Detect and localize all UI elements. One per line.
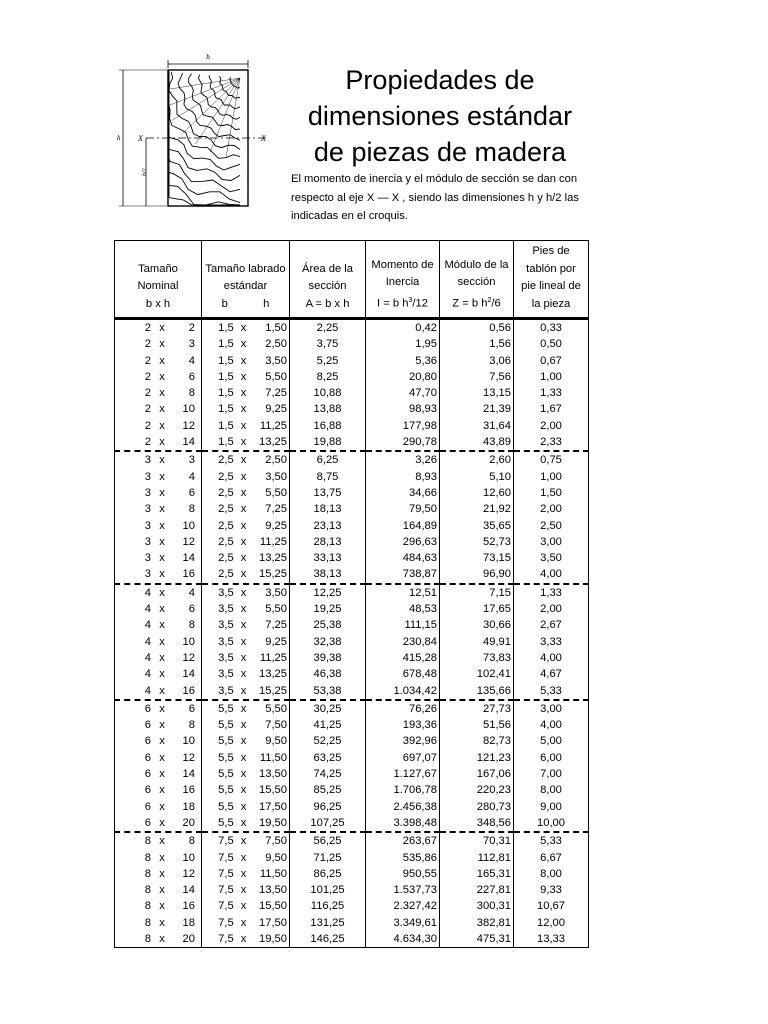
cell-area: 86,25	[290, 866, 366, 882]
table-row	[115, 401, 589, 417]
cell-labrado: 3,5 x 7,25	[202, 617, 290, 633]
cell-nominal: 2 x 8	[144, 387, 195, 400]
cell-inercia: 76,26	[366, 700, 440, 717]
cell-nominal: 6 x 6	[144, 702, 195, 715]
cell-inercia: 47,70	[366, 385, 440, 401]
cell-nominal: 4 x 14	[144, 668, 195, 681]
cell-labrado: 2,5 x 5,50	[202, 485, 290, 501]
cell-inercia: 193,36	[366, 717, 440, 733]
cell-labrado: 2,5 x 2,50	[202, 451, 290, 468]
cell-labrado: 5,5 x 15,50	[202, 782, 290, 798]
cell-pies: 4,67	[514, 666, 589, 682]
header-pies: Pies de tablón por pie lineal de la pieza	[514, 241, 589, 319]
cell-labrado: 3,5 x 5,50	[202, 601, 290, 617]
cell-area: 39,38	[290, 650, 366, 666]
cell-modulo: 17,65	[440, 601, 514, 617]
cell-pies: 8,00	[514, 866, 589, 882]
table-row	[115, 501, 589, 517]
cell-pies: 6,00	[514, 750, 589, 766]
table-row	[115, 717, 589, 733]
cell-inercia: 2.456,38	[366, 799, 440, 815]
cell-nominal: 8 x 14	[144, 884, 195, 897]
cell-pies: 3,50	[514, 550, 589, 566]
cell-inercia: 1,95	[366, 336, 440, 352]
cell-modulo: 3,06	[440, 353, 514, 369]
table-row	[115, 815, 589, 832]
cell-labrado: 7,5 x 7,50	[202, 832, 290, 849]
cell-inercia: 1.537,73	[366, 882, 440, 898]
cell-area: 131,25	[290, 915, 366, 931]
cell-labrado: 1,5 x 11,25	[202, 418, 290, 434]
table-row	[115, 319, 589, 337]
table-row	[115, 733, 589, 749]
cell-pies: 13,33	[514, 931, 589, 948]
cell-area: 74,25	[290, 766, 366, 782]
cell-nominal: 8 x 16	[144, 900, 195, 913]
table-row	[115, 566, 589, 583]
cell-pies: 0,33	[514, 319, 589, 337]
cell-pies: 0,67	[514, 353, 589, 369]
cell-pies: 8,00	[514, 782, 589, 798]
header-area: Área de la sección A = b x h	[290, 241, 366, 319]
cell-inercia: 5,36	[366, 353, 440, 369]
cell-inercia: 79,50	[366, 501, 440, 517]
cell-pies: 6,67	[514, 850, 589, 866]
cell-pies: 0,75	[514, 451, 589, 468]
cell-area: 107,25	[290, 815, 366, 832]
cell-pies: 4,00	[514, 566, 589, 583]
table-row	[115, 451, 589, 468]
cell-nominal: 8 x 20	[144, 932, 195, 945]
cell-modulo: 5,10	[440, 469, 514, 485]
cell-modulo: 382,81	[440, 915, 514, 931]
cell-inercia: 415,28	[366, 650, 440, 666]
table-row	[115, 584, 589, 601]
cell-modulo: 7,56	[440, 369, 514, 385]
cell-nominal: 6 x 10	[144, 735, 195, 748]
cell-area: 56,25	[290, 832, 366, 849]
cell-modulo: 21,39	[440, 401, 514, 417]
description-line: respecto al eje X — X , siendo las dimensiones h y h/2 las	[291, 191, 579, 204]
header-momento: Momento de Inercia I = b $h^3/12$	[366, 241, 440, 319]
cell-area: 25,38	[290, 617, 366, 633]
cell-labrado: 2,5 x 3,50	[202, 469, 290, 485]
diagram-label-x-right: X	[261, 134, 266, 143]
cell-pies: 1,67	[514, 401, 589, 417]
cell-pies: 10,67	[514, 898, 589, 914]
diagram-label-b: b	[206, 53, 210, 61]
cell-labrado: 3,5 x 3,50	[202, 584, 290, 601]
cell-pies: 9,33	[514, 882, 589, 898]
cell-modulo: 165,31	[440, 866, 514, 882]
table-row	[115, 650, 589, 666]
cell-nominal: 8 x 18	[144, 916, 195, 929]
cell-labrado: 7,5 x 9,50	[202, 850, 290, 866]
cell-inercia: 3,26	[366, 451, 440, 468]
cell-labrado: 5,5 x 9,50	[202, 733, 290, 749]
cell-pies: 1,33	[514, 584, 589, 601]
cell-modulo: 27,73	[440, 700, 514, 717]
cell-area: 101,25	[290, 882, 366, 898]
description-line: indicadas en el croquis.	[291, 210, 408, 222]
wood-section-diagram	[108, 48, 290, 218]
diagram-label-h2: h/2	[142, 168, 148, 176]
cell-inercia: 8,93	[366, 469, 440, 485]
cell-pies: 5,00	[514, 733, 589, 749]
cell-area: 18,13	[290, 501, 366, 517]
cell-nominal: 4 x 16	[115, 683, 202, 700]
cell-labrado: 7,5 x 15,50	[202, 898, 290, 914]
table-row	[115, 850, 589, 866]
table-row	[115, 601, 589, 617]
cell-pies: 0,50	[514, 336, 589, 352]
cell-nominal: 3 x 4	[144, 470, 195, 483]
cell-area: 13,75	[290, 485, 366, 501]
cell-pies: 1,00	[514, 369, 589, 385]
cell-inercia: 1.127,67	[366, 766, 440, 782]
cell-inercia: 111,15	[366, 617, 440, 633]
table-row	[115, 336, 589, 352]
cell-nominal: 3 x 6	[144, 486, 195, 499]
cell-area: 96,25	[290, 799, 366, 815]
cell-pies: 7,00	[514, 766, 589, 782]
cell-labrado: 7,5 x 11,50	[202, 866, 290, 882]
cell-labrado: 3,5 x 15,25	[202, 683, 290, 700]
header-labrado: Tamaño labrado estándar b h	[202, 241, 290, 319]
cell-pies: 3,00	[514, 700, 589, 717]
description-line: El momento de inercia y el módulo de sección se dan con	[291, 173, 578, 185]
cell-area: 3,75	[290, 336, 366, 352]
header-nominal: Tamaño Nominal b x h	[137, 262, 179, 310]
cell-labrado: 5,5 x 7,50	[202, 717, 290, 733]
cell-modulo: 348,56	[440, 815, 514, 832]
title-line-1: Propiedades de	[345, 65, 535, 95]
diagram-label-h: h	[117, 134, 121, 142]
cell-labrado: 1,5 x 7,25	[202, 385, 290, 401]
cell-area: 53,38	[290, 683, 366, 700]
cell-labrado: 7,5 x 17,50	[202, 915, 290, 931]
cell-nominal: 2 x 3	[144, 338, 195, 351]
cell-labrado: 2,5 x 9,25	[202, 518, 290, 534]
cell-inercia: 98,93	[366, 401, 440, 417]
cell-modulo: 121,23	[440, 750, 514, 766]
cell-nominal: 8 x 10	[144, 851, 195, 864]
cell-inercia: 1.706,78	[366, 782, 440, 798]
table-row	[115, 799, 589, 815]
description	[291, 170, 591, 226]
cell-nominal: 8 x 8	[144, 835, 195, 848]
properties-table	[114, 240, 589, 948]
cell-inercia: 263,67	[366, 832, 440, 849]
cell-nominal: 3 x 10	[144, 519, 195, 532]
cell-labrado: 2,5 x 13,25	[202, 550, 290, 566]
cell-inercia: 296,63	[366, 534, 440, 550]
cell-labrado: 5,5 x 11,50	[202, 750, 290, 766]
cell-inercia: 12,51	[366, 584, 440, 601]
table-row	[115, 898, 589, 914]
cell-nominal: 2 x 4	[144, 354, 195, 367]
cell-modulo: 73,83	[440, 650, 514, 666]
cell-modulo: 70,31	[440, 832, 514, 849]
cell-labrado: 1,5 x 9,25	[202, 401, 290, 417]
cell-modulo: 112,81	[440, 850, 514, 866]
cell-labrado: 7,5 x 19,50	[202, 931, 290, 948]
table-row	[115, 683, 589, 700]
cell-nominal: 2 x 2	[144, 322, 195, 334]
cell-area: 28,13	[290, 534, 366, 550]
cell-inercia: 3.398,48	[366, 815, 440, 832]
table-row	[115, 353, 589, 369]
cell-nominal: 6 x 16	[144, 784, 195, 797]
table-row	[115, 915, 589, 931]
cell-inercia: 34,66	[366, 485, 440, 501]
cell-pies: 3,00	[514, 534, 589, 550]
cell-modulo: 167,06	[440, 766, 514, 782]
cell-area: 46,38	[290, 666, 366, 682]
cell-modulo: 220,23	[440, 782, 514, 798]
cell-pies: 5,33	[514, 832, 589, 849]
cell-nominal: 6 x 20	[115, 815, 202, 832]
cell-inercia: 230,84	[366, 634, 440, 650]
cell-area: 71,25	[290, 850, 366, 866]
cell-labrado: 5,5 x 19,50	[202, 815, 290, 832]
cell-area: 2,25	[290, 319, 366, 337]
cell-inercia: 678,48	[366, 666, 440, 682]
cell-inercia: 697,07	[366, 750, 440, 766]
table-row	[115, 782, 589, 798]
cell-area: 12,25	[290, 584, 366, 601]
cell-nominal: 4 x 10	[144, 635, 195, 648]
table-row	[115, 700, 589, 717]
cell-nominal: 4 x 8	[144, 619, 195, 632]
cell-nominal: 3 x 14	[144, 552, 195, 565]
cell-area: 32,38	[290, 634, 366, 650]
cell-area: 13,88	[290, 401, 366, 417]
cell-nominal: 2 x 10	[144, 403, 195, 416]
cell-area: 63,25	[290, 750, 366, 766]
table-row	[115, 469, 589, 485]
cell-pies: 2,00	[514, 601, 589, 617]
cell-modulo: 31,64	[440, 418, 514, 434]
cell-labrado: 3,5 x 13,25	[202, 666, 290, 682]
cell-pies: 9,00	[514, 799, 589, 815]
cell-labrado: 3,5 x 11,25	[202, 650, 290, 666]
cell-inercia: 535,86	[366, 850, 440, 866]
cell-area: 33,13	[290, 550, 366, 566]
cell-nominal: 4 x 12	[144, 651, 195, 664]
properties-table-container	[114, 240, 588, 948]
cell-pies: 2,00	[514, 501, 589, 517]
cell-area: 23,13	[290, 518, 366, 534]
cell-area: 16,88	[290, 418, 366, 434]
cell-modulo: 227,81	[440, 882, 514, 898]
cell-area: 146,25	[290, 931, 366, 948]
cell-modulo: 51,56	[440, 717, 514, 733]
cell-modulo: 2,60	[440, 451, 514, 468]
cell-inercia: 0,42	[366, 319, 440, 337]
cell-inercia: 4.634,30	[366, 931, 440, 948]
table-row	[115, 766, 589, 782]
cell-area: 116,25	[290, 898, 366, 914]
cell-pies: 2,67	[514, 617, 589, 633]
cell-modulo: 35,65	[440, 518, 514, 534]
cell-labrado: 2,5 x 7,25	[202, 501, 290, 517]
cell-nominal: 8 x 12	[144, 867, 195, 880]
cell-modulo: 7,15	[440, 584, 514, 601]
cell-inercia: 392,96	[366, 733, 440, 749]
table-row	[115, 931, 589, 948]
cell-labrado: 1,5 x 3,50	[202, 353, 290, 369]
cell-pies: 4,00	[514, 650, 589, 666]
table-row	[115, 666, 589, 682]
cell-nominal: 6 x 12	[144, 751, 195, 764]
cell-labrado: 1,5 x 5,50	[202, 369, 290, 385]
cell-labrado: 3,5 x 9,25	[202, 634, 290, 650]
cell-area: 19,25	[290, 601, 366, 617]
cell-pies: 4,00	[514, 717, 589, 733]
page-title	[300, 62, 580, 170]
cell-inercia: 1.034,42	[366, 683, 440, 700]
cell-area: 19,88	[290, 434, 366, 451]
cell-nominal: 3 x 8	[144, 503, 195, 516]
cell-pies: 2,33	[514, 434, 589, 451]
table-row	[115, 832, 589, 849]
cell-inercia: 738,87	[366, 566, 440, 583]
cell-labrado: 2,5 x 15,25	[202, 566, 290, 583]
header-modulo: Módulo de la sección Z = b $h^2/6$	[440, 241, 514, 319]
table-row	[115, 882, 589, 898]
table-row	[115, 634, 589, 650]
cell-pies: 2,00	[514, 418, 589, 434]
table-row	[115, 369, 589, 385]
cell-nominal: 3 x 16	[115, 566, 202, 583]
table-header-row	[115, 241, 589, 319]
cell-pies: 2,50	[514, 518, 589, 534]
cell-modulo: 30,66	[440, 617, 514, 633]
cell-modulo: 13,15	[440, 385, 514, 401]
table-row	[115, 385, 589, 401]
cell-modulo: 300,31	[440, 898, 514, 914]
cell-nominal: 2 x 12	[144, 419, 195, 432]
cell-area: 6,25	[290, 451, 366, 468]
table-row	[115, 418, 589, 434]
cell-inercia: 3.349,61	[366, 915, 440, 931]
cell-modulo: 82,73	[440, 733, 514, 749]
cell-nominal: 6 x 18	[144, 800, 195, 813]
cell-inercia: 484,63	[366, 550, 440, 566]
table-row	[115, 866, 589, 882]
cell-modulo: 12,60	[440, 485, 514, 501]
cell-pies: 10,00	[514, 815, 589, 832]
cell-labrado: 1,5 x 2,50	[202, 336, 290, 352]
cell-area: 38,13	[290, 566, 366, 583]
cell-modulo: 49,91	[440, 634, 514, 650]
cell-modulo: 73,15	[440, 550, 514, 566]
cell-area: 8,75	[290, 469, 366, 485]
cell-modulo: 21,92	[440, 501, 514, 517]
cell-modulo: 475,31	[440, 931, 514, 948]
table-row	[115, 534, 589, 550]
cell-area: 85,25	[290, 782, 366, 798]
cell-modulo: 135,66	[440, 683, 514, 700]
cell-modulo: 96,90	[440, 566, 514, 583]
cell-area: 8,25	[290, 369, 366, 385]
table-row	[115, 518, 589, 534]
cell-modulo: 1,56	[440, 336, 514, 352]
cell-area: 30,25	[290, 700, 366, 717]
cell-pies: 5,33	[514, 683, 589, 700]
cell-nominal: 2 x 6	[144, 370, 195, 383]
cell-pies: 1,50	[514, 485, 589, 501]
table-row	[115, 750, 589, 766]
cell-area: 10,88	[290, 385, 366, 401]
cell-inercia: 2.327,42	[366, 898, 440, 914]
table-row	[115, 550, 589, 566]
cell-pies: 1,33	[514, 385, 589, 401]
cell-nominal: 6 x 8	[144, 719, 195, 732]
cell-pies: 1,00	[514, 469, 589, 485]
cell-labrado: 5,5 x 17,50	[202, 799, 290, 815]
cell-nominal: 3 x 3	[144, 454, 195, 467]
cell-modulo: 0,56	[440, 319, 514, 337]
cell-area: 41,25	[290, 717, 366, 733]
cell-nominal: 4 x 6	[144, 603, 195, 616]
cell-labrado: 2,5 x 11,25	[202, 534, 290, 550]
cell-nominal: 2 x 14	[115, 434, 202, 451]
cell-labrado: 1,5 x 1,50	[202, 319, 290, 337]
table-row	[115, 485, 589, 501]
title-line-3: de piezas de madera	[313, 137, 567, 167]
cell-area: 5,25	[290, 353, 366, 369]
table-row	[115, 434, 589, 451]
cell-inercia: 164,89	[366, 518, 440, 534]
cell-labrado: 5,5 x 13,50	[202, 766, 290, 782]
cell-inercia: 48,53	[366, 601, 440, 617]
cell-area: 52,25	[290, 733, 366, 749]
cell-modulo: 43,89	[440, 434, 514, 451]
diagram-label-x-left: X	[138, 134, 143, 143]
cell-modulo: 52,73	[440, 534, 514, 550]
cell-nominal: 4 x 4	[144, 586, 195, 599]
cell-inercia: 950,55	[366, 866, 440, 882]
cell-inercia: 290,78	[366, 434, 440, 451]
cell-labrado: 1,5 x 13,25	[202, 434, 290, 451]
table-row	[115, 617, 589, 633]
cell-inercia: 177,98	[366, 418, 440, 434]
cell-nominal: 6 x 14	[144, 768, 195, 781]
cell-pies: 12,00	[514, 915, 589, 931]
cell-modulo: 280,73	[440, 799, 514, 815]
cell-labrado: 5,5 x 5,50	[202, 700, 290, 717]
cell-nominal: 3 x 12	[144, 535, 195, 548]
cell-pies: 3,33	[514, 634, 589, 650]
title-line-2: dimensiones estándar	[307, 101, 573, 131]
cell-inercia: 20,80	[366, 369, 440, 385]
cell-labrado: 7,5 x 13,50	[202, 882, 290, 898]
cell-modulo: 102,41	[440, 666, 514, 682]
